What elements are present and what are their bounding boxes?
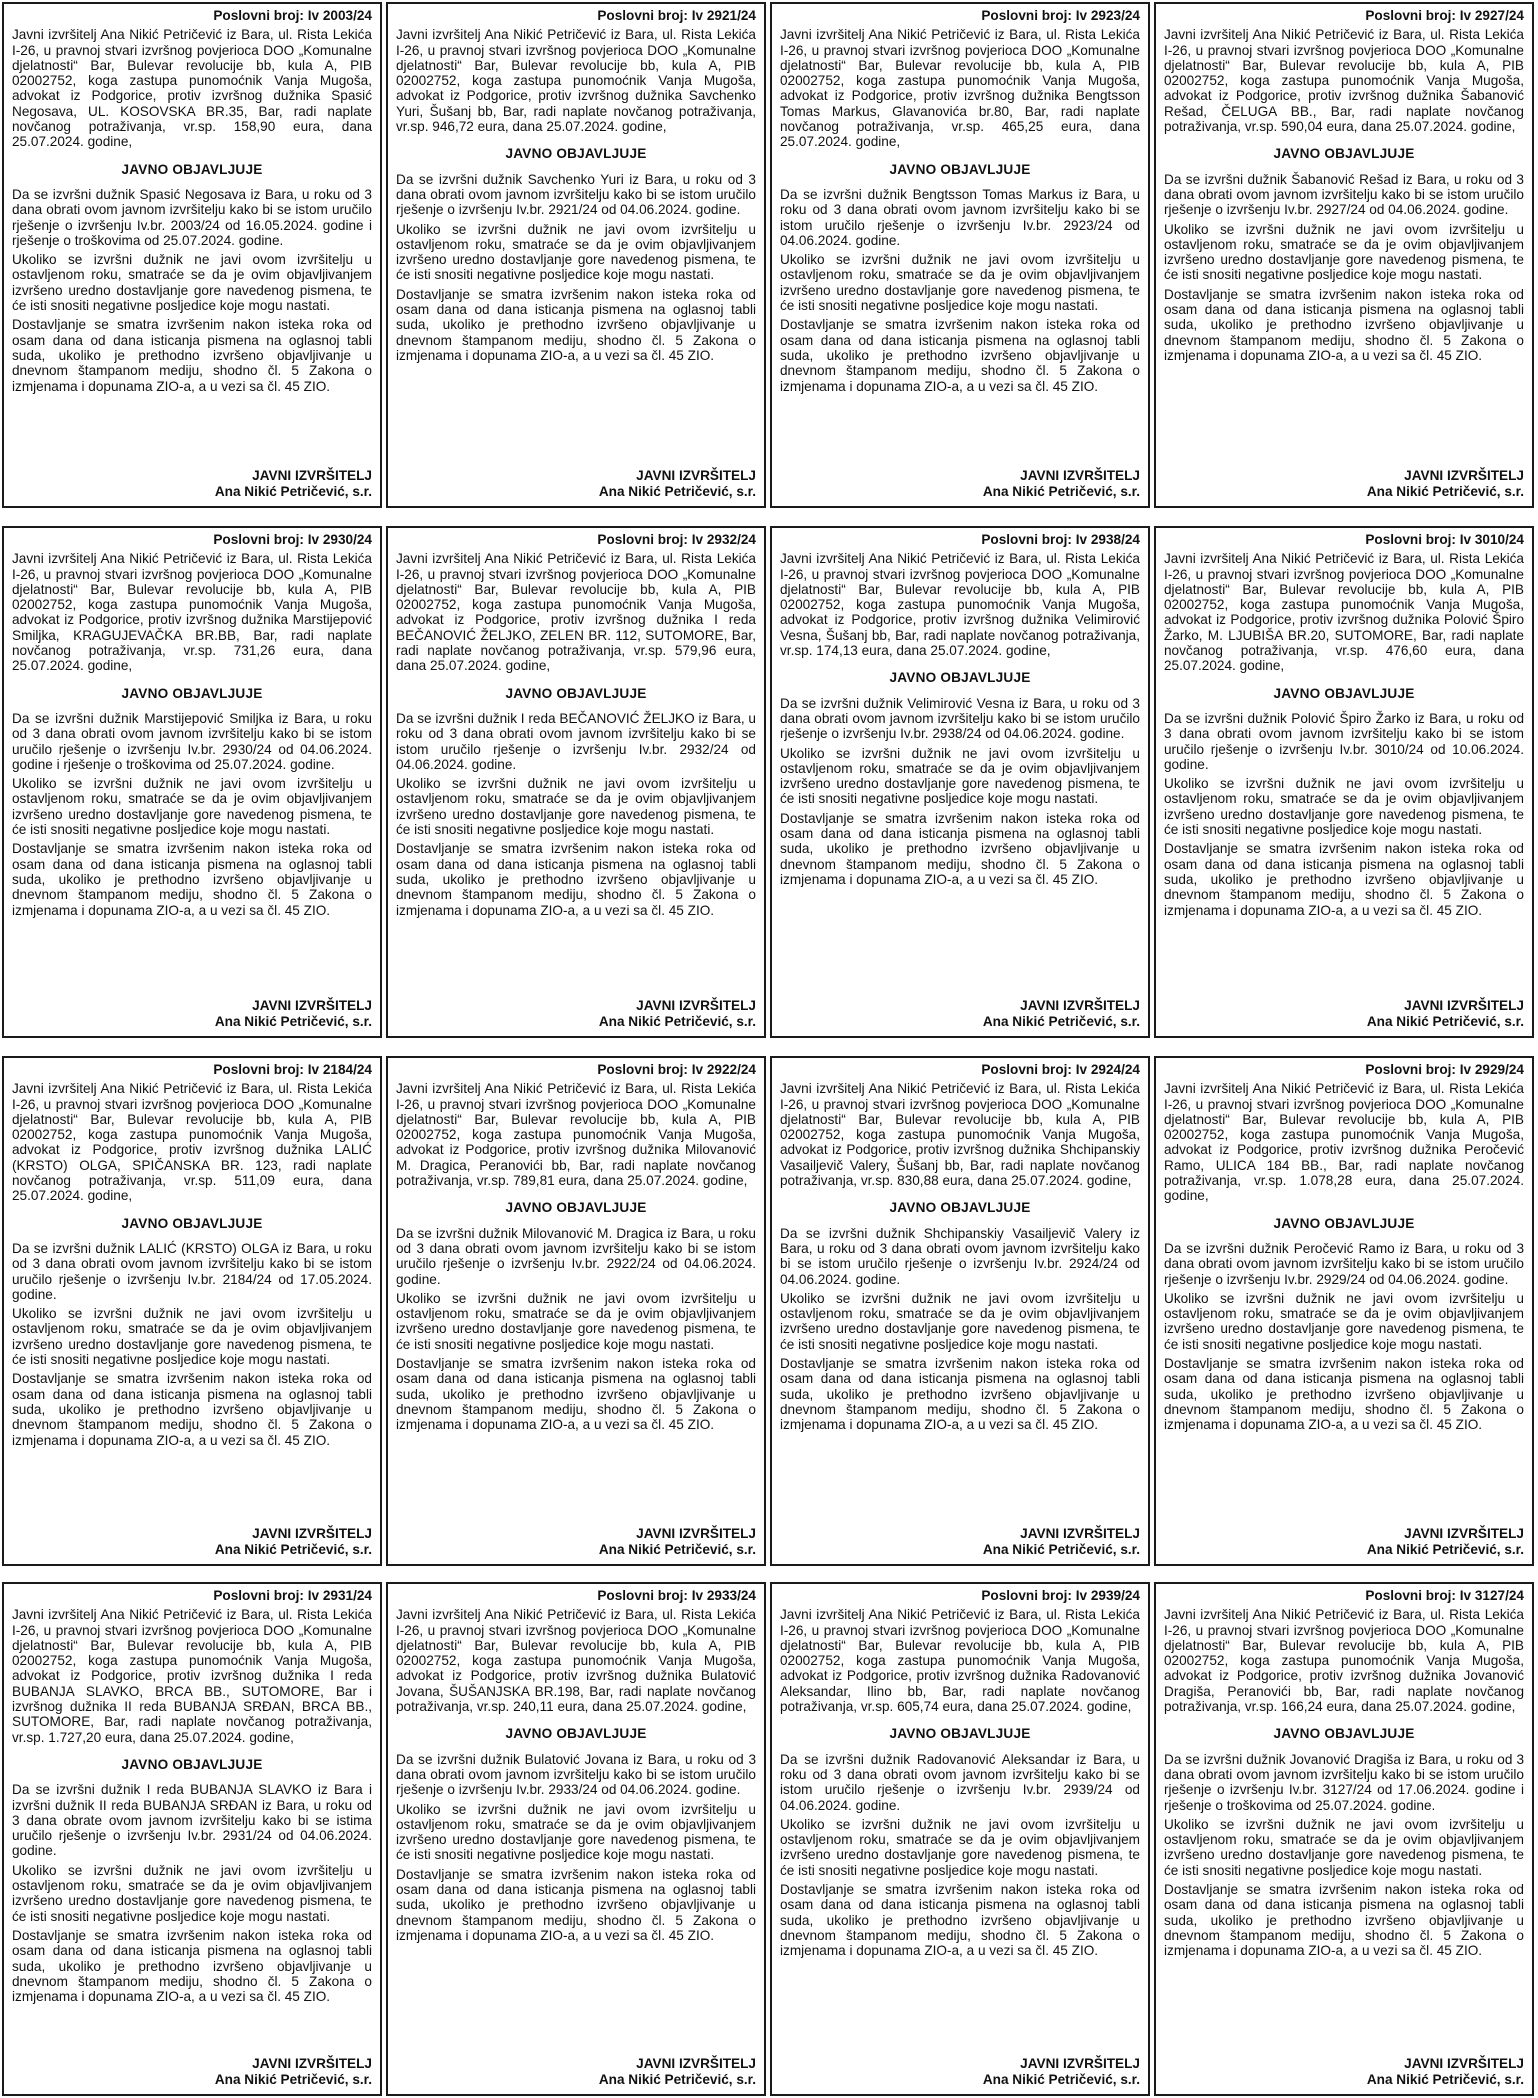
notice-paragraph-order: Da se izvršni dužnik Radovanović Aleksandar iz Bara, u roku od 3 dana obrati ovom javnom izvršitelju kako bi se istom uručilo rješenje o izvršenju Iv.br. 2939/24 od 04.06.2024. godine. [780,1751,1140,1813]
case-number: Poslovni broj: Iv 3010/24 [1365,532,1524,547]
notice-paragraph-delivery: Dostavljanje se smatra izvršenim nakon isteka roka od osam dana od dana isticanja pismena na oglasnoj tabli suda, ukoliko je prethodno izvršeno objavljivanje u dnevnom štampanom mediju, shodno čl. 5 Zakona o izmjenama i dopunama ZIO-a, a u vezi sa čl. 45 ZIO. [1164,1356,1524,1433]
notice-intro: Javni izvršitelj Ana Nikić Petričević iz Bara, ul. Rista Lekića I-26, u pravnoj stvari izvršnog povjerioca DOO „Komunalne djelatnosti“ Bar, Bulevar revolucije bb, kula A, PIB 02002752, koga zastupa punomoćnik Vanja Mugoša, advokat iz Podgorice, protiv izvršnog dužnika Bengtsson Tomas Markus, Glavanovića br.80, Bar, radi naplate novčanog potraživanja, vr.sp. 465,25 eura, dana 25.07.2024. godine, [780,27,1140,150]
notice-paragraph-delivery: Dostavljanje se smatra izvršenim nakon isteka roka od osam dana od dana isticanja pismena na oglasnoj tabli suda, ukoliko je prethodno izvršeno objavljivanje u dnevnom štampanom mediju, shodno čl. 5 Zakona o izmjenama i dopunama ZIO-a, a u vezi sa čl. 45 ZIO. [12,1371,372,1448]
notice-heading: JAVNO OBJAVLJUJE [1273,685,1415,701]
signature-name: Ana Nikić Petričević, s.r. [598,1542,756,1557]
notice-paragraph-delivery: Dostavljanje se smatra izvršenim nakon isteka roka od osam dana od dana isticanja pismena na oglasnoj tabli suda, ukoliko je prethodno izvršeno objavljivanje u dnevnom štampanom mediju, shodno čl. 5 Zakona o izmjenama i dopunama ZIO-a, a u vezi sa čl. 45 ZIO. [780,1882,1140,1959]
signature-name: Ana Nikić Petričević, s.r. [1366,1014,1524,1029]
signature-name: Ana Nikić Petričević, s.r. [982,1014,1140,1029]
notice-paragraph-delivery: Dostavljanje se smatra izvršenim nakon isteka roka od osam dana od dana isticanja pismena na oglasnoj tabli suda, ukoliko je prethodno izvršeno objavljivanje u dnevnom štampanom mediju, shodno čl. 5 Zakona o izmjenama i dopunama ZIO-a, a u vezi sa čl. 45 ZIO. [396,286,756,363]
notice-heading: JAVNO OBJAVLJUJE [889,1726,1031,1742]
notice-card [386,1056,766,1566]
signature-title: JAVNI IZVRŠITELJ [252,468,372,483]
spacer [396,367,756,468]
notice-paragraph-order: Da se izvršni dužnik Peročević Ramo iz Bara, u roku od 3 dana obrati ovom javnom izvršitelju kako bi se istom uručilo rješenje o izvršenju Iv.br. 2929/24 od 04.06.2024. godine. [1164,1240,1524,1287]
notice-heading: JAVNO OBJAVLJUJE [121,685,263,701]
notice-card [770,1056,1150,1566]
notice-heading: JAVNO OBJAVLJUJE [505,146,647,162]
notice-paragraph-delivery: Dostavljanje se smatra izvršenim nakon isteka roka od osam dana od dana isticanja pismena na oglasnoj tabli suda, ukoliko je prethodno izvršeno objavljivanje u dnevnom štampanom mediju, shodno čl. 5 Zakona o izmjenama i dopunama ZIO-a, a u vezi sa čl. 45 ZIO. [12,1927,372,2005]
spacer [1164,1437,1524,1526]
signature-title: JAVNI IZVRŠITELJ [636,998,756,1013]
notice-paragraph-delivery: Dostavljanje se smatra izvršenim nakon isteka roka od osam dana od dana isticanja pismena na oglasnoj tabli suda, ukoliko je prethodno izvršeno objavljivanje u dnevnom štampanom mediju, shodno čl. 5 Zakona o izmjenama i dopunama ZIO-a, a u vezi sa čl. 45 ZIO. [1164,841,1524,918]
signature-title: JAVNI IZVRŠITELJ [1020,998,1140,1013]
notice-card [2,1056,382,1566]
spacer [12,922,372,998]
notice-card [770,1582,1150,2096]
notice-intro: Javni izvršitelj Ana Nikić Petričević iz Bara, ul. Rista Lekića I-26, u pravnoj stvari izvršnog povjerioca DOO „Komunalne djelatnosti“ Bar, Bulevar revolucije bb, kula A, PIB 02002752, koga zastupa punomoćnik Vanja Mugoša, advokat iz Podgorice, protiv izvršnog dužnika Milovanović M. Dragica, Peranovići bb, Bar, radi naplate novčanog potraživanja, vr.sp. 789,81 eura, dana 25.07.2024. godine, [396,1081,756,1189]
notice-paragraph-order: Da se izvršni dužnik Polović Špiro Žarko iz Bara, u roku od 3 dana obrati ovom javnom izvršitelju kako bi se istom uručilo rješenje o izvršenju Iv.br. 3010/24 od 10.06.2024. godine. [1164,710,1524,772]
spacer [12,2008,372,2056]
notice-heading: JAVNO OBJAVLJUJE [889,161,1031,177]
signature-name: Ana Nikić Petričević, s.r. [214,484,372,499]
notice-paragraph-warning: Ukoliko se izvršni dužnik ne javi ovom izvršitelju u ostavljenom roku, smatraće se da je ovim objavljivanjem izvršeno uredno dostavljanje gore navedenog pismena, te će isti snositi negativne posljedice koje mogu nastati. [1164,1816,1524,1878]
case-number: Poslovni broj: Iv 2927/24 [1365,8,1524,23]
notice-paragraph-warning: Ukoliko se izvršni dužnik ne javi ovom izvršitelju u ostavljenom roku, smatraće se da je ovim objavljivanjem izvršeno uredno dostavljanje gore navedenog pismena, te će isti snositi negativne posljedice koje mogu nastati. [396,776,756,838]
notice-heading: JAVNO OBJAVLJUJE [889,670,1031,686]
case-number: Poslovni broj: Iv 2938/24 [981,532,1140,547]
case-number: Poslovni broj: Iv 2930/24 [213,532,372,547]
notice-paragraph-order: Da se izvršni dužnik Shchipanskiy Vasailjevič Valery iz Bara, u roku od 3 dana obrati ovom javnom izvršitelju kako bi se istom uručilo rješenje o izvršenju Iv.br. 2924/24 od 04.06.2024. godine. [780,1225,1140,1287]
notice-heading: JAVNO OBJAVLJUJE [1273,1215,1415,1231]
case-number: Poslovni broj: Iv 2931/24 [213,1588,372,1603]
notice-intro: Javni izvršitelj Ana Nikić Petričević iz Bara, ul. Rista Lekića I-26, u pravnoj stvari izvršnog povjerioca DOO „Komunalne djelatnosti“ Bar, Bulevar revolucije bb, kula A, PIB 02002752, koga zastupa punomoćnik Vanja Mugoša, advokat iz Podgorice, protiv izvršnog dužnika Peročević Ramo, ULICA 184 BB., Bar, radi naplate novčanog potraživanja, vr.sp. 1.078,28 eura, dana 25.07.2024. godine, [1164,1081,1524,1204]
signature-title: JAVNI IZVRŠITELJ [1404,468,1524,483]
signature-title: JAVNI IZVRŠITELJ [252,998,372,1013]
spacer [1164,1963,1524,2056]
notice-paragraph-order: Da se izvršni dužnik Savchenko Yuri iz Bara, u roku od 3 dana obrati ovom javnom izvršitelju kako bi se istom uručilo rješenje o izvršenju Iv.br. 2921/24 od 04.06.2024. godine. [396,171,756,218]
signature-name: Ana Nikić Petričević, s.r. [214,1014,372,1029]
notice-intro: Javni izvršitelj Ana Nikić Petričević iz Bara, ul. Rista Lekića I-26, u pravnoj stvari izvršnog povjerioca DOO „Komunalne djelatnosti“ Bar, Bulevar revolucije bb, kula A, PIB 02002752, koga zastupa punomoćnik Vanja Mugoša, advokat iz Podgorice, protiv izvršnog dužnika I reda BEČANOVIĆ ŽELJKO, ZELEN BR. 112, SUTOMORE, Bar, radi naplate novčanog potraživanja, vr.sp. 579,96 eura, dana 25.07.2024. godine, [396,551,756,674]
notice-intro: Javni izvršitelj Ana Nikić Petričević iz Bara, ul. Rista Lekića I-26, u pravnoj stvari izvršnog povjerioca DOO „Komunalne djelatnosti“ Bar, Bulevar revolucije bb, kula A, PIB 02002752, koga zastupa punomoćnik Vanja Mugoša, advokat iz Podgorice, protiv izvršnog dužnika Polović Špiro Žarko, M. LJUBIŠA BR.20, SUTOMORE, Bar, radi naplate novčanog potraživanja, vr.sp. 476,60 eura, dana 25.07.2024. godine, [1164,551,1524,674]
notice-paragraph-warning: Ukoliko se izvršni dužnik ne javi ovom izvršitelju u ostavljenom roku, smatraće se da je ovim objavljivanjem izvršeno uredno dostavljanje gore navedenog pismena, te će isti snositi negativne posljedice koje mogu nastati. [1164,776,1524,838]
signature-title: JAVNI IZVRŠITELJ [636,1526,756,1541]
notice-paragraph-delivery: Dostavljanje se smatra izvršenim nakon isteka roka od osam dana od dana isticanja pismena na oglasnoj tabli suda, ukoliko je prethodno izvršeno objavljivanje u dnevnom štampanom mediju, shodno čl. 5 Zakona o izmjenama i dopunama ZIO-a, a u vezi sa čl. 45 ZIO. [780,810,1140,887]
spacer [1164,367,1524,468]
notice-paragraph-order: Da se izvršni dužnik Marstijepović Smiljka iz Bara, u roku od 3 dana obrati ovom javnom izvršitelju kako bi se istom uručilo rješenje o izvršenju Iv.br. 2930/24 od 04.06.2024. godine i rješenje o troškovima od 25.07.2024. godine. [12,710,372,772]
notice-paragraph-order: Da se izvršni dužnik Šabanović Rešad iz Bara, u roku od 3 dana obrati ovom javnom izvršitelju kako bi se istom uručilo rješenje o izvršenju Iv.br. 2927/24 od 04.06.2024. godine. [1164,171,1524,218]
signature-name: Ana Nikić Petričević, s.r. [598,1014,756,1029]
notice-paragraph-order: Da se izvršni dužnik Jovanović Dragiša iz Bara, u roku od 3 dana obrati ovom javnom izvršitelju kako bi se istom uručilo rješenje o izvršenju Iv.br. 3127/24 od 17.06.2024. godine i rješenje o troškovima od 25.07.2024. godine. [1164,1751,1524,1813]
spacer [780,398,1140,468]
notice-paragraph-warning: Ukoliko se izvršni dužnik ne javi ovom izvršitelju u ostavljenom roku, smatraće se da je ovim objavljivanjem izvršeno uredno dostavljanje gore navedenog pismena, te će isti snositi negativne posljedice koje mogu nastati. [12,252,372,314]
notice-card [386,526,766,1038]
notice-paragraph-warning: Ukoliko se izvršni dužnik ne javi ovom izvršitelju u ostavljenom roku, smatraće se da je ovim objavljivanjem izvršeno uredno dostavljanje gore navedenog pismena, te će isti snositi negativne posljedice koje mogu nastati. [396,1801,756,1863]
signature-title: JAVNI IZVRŠITELJ [1020,468,1140,483]
spacer [396,922,756,998]
notice-paragraph-warning: Ukoliko se izvršni dužnik ne javi ovom izvršitelju u ostavljenom roku, smatraće se da je ovim objavljivanjem izvršeno uredno dostavljanje gore navedenog pismena, te će isti snositi negativne posljedice koje mogu nastati. [780,1816,1140,1878]
notice-intro: Javni izvršitelj Ana Nikić Petričević iz Bara, ul. Rista Lekića I-26, u pravnoj stvari izvršnog povjerioca DOO „Komunalne djelatnosti“ Bar, Bulevar revolucije bb, kula A, PIB 02002752, koga zastupa punomoćnik Vanja Mugoša, advokat iz Podgorice, protiv izvršnog dužnika Jovanović Dragiša, Peranovići bb, Bar, radi naplate novčanog potraživanja, vr.sp. 166,24 eura, dana 25.07.2024. godine, [1164,1607,1524,1715]
spacer [1164,922,1524,998]
spacer [780,1963,1140,2056]
signature-name: Ana Nikić Petričević, s.r. [214,1542,372,1557]
signature-name: Ana Nikić Petričević, s.r. [598,2072,756,2087]
notice-heading: JAVNO OBJAVLJUJE [505,1726,647,1742]
notice-paragraph-warning: Ukoliko se izvršni dužnik ne javi ovom izvršitelju u ostavljenom roku, smatraće se da je ovim objavljivanjem izvršeno uredno dostavljanje gore navedenog pismena, te će isti snositi negativne posljedice koje mogu nastati. [1164,221,1524,283]
notice-intro: Javni izvršitelj Ana Nikić Petričević iz Bara, ul. Rista Lekića I-26, u pravnoj stvari izvršnog povjerioca DOO „Komunalne djelatnosti“ Bar, Bulevar revolucije bb, kula A, PIB 02002752, koga zastupa punomoćnik Vanja Mugoša, advokat iz Podgorice, protiv izvršnog dužnika I reda BUBANJA SLAVKO, BRCA BB., SUTOMORE, Bar i izvršnog dužnika II reda BUBANJA SRĐAN, BRCA BB., SUTOMORE, Bar, radi naplate novčanog potraživanja, vr.sp. 1.727,20 eura, dana 25.07.2024. godine, [12,1607,372,1745]
notice-paragraph-delivery: Dostavljanje se smatra izvršenim nakon isteka roka od osam dana od dana isticanja pismena na oglasnoj tabli suda, ukoliko je prethodno izvršeno objavljivanje u dnevnom štampanom mediju, shodno čl. 5 Zakona o izmjenama i dopunama ZIO-a, a u vezi sa čl. 45 ZIO. [1164,1882,1524,1959]
case-number: Poslovni broj: Iv 2922/24 [597,1062,756,1077]
notice-paragraph-order: Da se izvršni dužnik Bengtsson Tomas Markus iz Bara, u roku od 3 dana obrati ovom javnom izvršitelju kako bi se istom uručilo rješenje o izvršenju Iv.br. 2923/24 od 04.06.2024. godine. [780,186,1140,248]
signature-name: Ana Nikić Petričević, s.r. [982,484,1140,499]
notice-heading: JAVNO OBJAVLJUJE [121,1215,263,1231]
notice-intro: Javni izvršitelj Ana Nikić Petričević iz Bara, ul. Rista Lekića I-26, u pravnoj stvari izvršnog povjerioca DOO „Komunalne djelatnosti“ Bar, Bulevar revolucije bb, kula A, PIB 02002752, koga zastupa punomoćnik Vanja Mugoša, advokat iz Podgorice, protiv izvršnog dužnika Radovanović Aleksandar, Ilino bb, Bar, radi naplate novčanog potraživanja, vr.sp. 605,74 eura, dana 25.07.2024. godine, [780,1607,1140,1715]
notice-paragraph-delivery: Dostavljanje se smatra izvršenim nakon isteka roka od osam dana od dana isticanja pismena na oglasnoj tabli suda, ukoliko je prethodno izvršeno objavljivanje u dnevnom štampanom mediju, shodno čl. 5 Zakona o izmjenama i dopunama ZIO-a, a u vezi sa čl. 45 ZIO. [396,1356,756,1433]
notice-paragraph-warning: Ukoliko se izvršni dužnik ne javi ovom izvršitelju u ostavljenom roku, smatraće se da je ovim objavljivanjem izvršeno uredno dostavljanje gore navedenog pismena, te će isti snositi negativne posljedice koje mogu nastati. [1164,1290,1524,1352]
notice-paragraph-delivery: Dostavljanje se smatra izvršenim nakon isteka roka od osam dana od dana isticanja pismena na oglasnoj tabli suda, ukoliko je prethodno izvršeno objavljivanje u dnevnom štampanom mediju, shodno čl. 5 Zakona o izmjenama i dopunama ZIO-a, a u vezi sa čl. 45 ZIO. [780,317,1140,394]
notice-card [1154,1056,1534,1566]
case-number: Poslovni broj: Iv 2932/24 [597,532,756,547]
notice-paragraph-order: Da se izvršni dužnik Bulatović Jovana iz Bara, u roku od 3 dana obrati ovom javnom izvršitelju kako bi se istom uručilo rješenje o izvršenju Iv.br. 2933/24 od 04.06.2024. godine. [396,1751,756,1798]
case-number: Poslovni broj: Iv 2939/24 [981,1588,1140,1603]
notice-card [2,1582,382,2096]
notice-paragraph-delivery: Dostavljanje se smatra izvršenim nakon isteka roka od osam dana od dana isticanja pismena na oglasnoj tabli suda, ukoliko je prethodno izvršeno objavljivanje u dnevnom štampanom mediju, shodno čl. 5 Zakona o izmjenama i dopunama ZIO-a, a u vezi sa čl. 45 ZIO. [780,1356,1140,1433]
notice-card [386,1582,766,2096]
notice-card [1154,526,1534,1038]
signature-name: Ana Nikić Petričević, s.r. [982,1542,1140,1557]
signature-title: JAVNI IZVRŠITELJ [1020,2056,1140,2071]
notice-paragraph-delivery: Dostavljanje se smatra izvršenim nakon isteka roka od osam dana od dana isticanja pismena na oglasnoj tabli suda, ukoliko je prethodno izvršeno objavljivanje u dnevnom štampanom mediju, shodno čl. 5 Zakona o izmjenama i dopunama ZIO-a, a u vezi sa čl. 45 ZIO. [396,841,756,918]
notice-card [770,526,1150,1038]
spacer [780,891,1140,998]
notice-paragraph-warning: Ukoliko se izvršni dužnik ne javi ovom izvršitelju u ostavljenom roku, smatraće se da je ovim objavljivanjem izvršeno uredno dostavljanje gore navedenog pismena, te će isti snositi negativne posljedice koje mogu nastati. [396,1290,756,1352]
case-number: Poslovni broj: Iv 2923/24 [981,8,1140,23]
notice-card [2,526,382,1038]
signature-title: JAVNI IZVRŠITELJ [636,468,756,483]
case-number: Poslovni broj: Iv 2921/24 [597,8,756,23]
case-number: Poslovni broj: Iv 2924/24 [981,1062,1140,1077]
notice-paragraph-order: Da se izvršni dužnik I reda BEČANOVIĆ ŽELJKO iz Bara, u roku od 3 dana obrati ovom javnom izvršitelju kako bi se istom uručilo rješenje o izvršenju Iv.br. 2932/24 od 04.06.2024. godine. [396,710,756,772]
notice-card [2,2,382,508]
signature-name: Ana Nikić Petričević, s.r. [1366,2072,1524,2087]
notice-intro: Javni izvršitelj Ana Nikić Petričević iz Bara, ul. Rista Lekića I-26, u pravnoj stvari izvršnog povjerioca DOO „Komunalne djelatnosti“ Bar, Bulevar revolucije bb, kula A, PIB 02002752, koga zastupa punomoćnik Vanja Mugoša, advokat iz Podgorice, protiv izvršnog dužnika Velimirović Vesna, Šušanj bb, Bar, radi naplate novčanog potraživanja, vr.sp. 174,13 eura, dana 25.07.2024. godine, [780,551,1140,659]
notice-paragraph-delivery: Dostavljanje se smatra izvršenim nakon isteka roka od osam dana od dana isticanja pismena na oglasnoj tabli suda, ukoliko je prethodno izvršeno objavljivanje u dnevnom štampanom mediju, shodno čl. 5 Zakona o izmjenama i dopunama ZIO-a, a u vezi sa čl. 45 ZIO. [1164,286,1524,363]
signature-name: Ana Nikić Petričević, s.r. [1366,484,1524,499]
signature-name: Ana Nikić Petričević, s.r. [982,2072,1140,2087]
notice-card [386,2,766,508]
signature-title: JAVNI IZVRŠITELJ [252,2056,372,2071]
notice-intro: Javni izvršitelj Ana Nikić Petričević iz Bara, ul. Rista Lekića I-26, u pravnoj stvari izvršnog povjerioca DOO „Komunalne djelatnosti“ Bar, Bulevar revolucije bb, kula A, PIB 02002752, koga zastupa punomoćnik Vanja Mugoša, advokat iz Podgorice, protiv izvršnog dužnika Marstijepović Smiljka, KRAGUJEVAČKA BR.BB, Bar, radi naplate novčanog potraživanja, vr.sp. 731,26 eura, dana 25.07.2024. godine, [12,551,372,674]
notice-paragraph-order: Da se izvršni dužnik Velimirović Vesna iz Bara, u roku od 3 dana obrati ovom javnom izvršitelju kako bi se istom uručilo rješenje o izvršenju Iv.br. 2938/24 od 04.06.2024. godine. [780,695,1140,742]
spacer [780,1437,1140,1526]
notice-heading: JAVNO OBJAVLJUJE [889,1200,1031,1216]
signature-title: JAVNI IZVRŠITELJ [1404,1526,1524,1541]
signature-name: Ana Nikić Petričević, s.r. [598,484,756,499]
notice-heading: JAVNO OBJAVLJUJE [121,1756,263,1772]
notice-paragraph-warning: Ukoliko se izvršni dužnik ne javi ovom izvršitelju u ostavljenom roku, smatraće se da je ovim objavljivanjem izvršeno uredno dostavljanje gore navedenog pismena, te će isti snositi negativne posljedice koje mogu nastati. [12,776,372,838]
notice-paragraph-warning: Ukoliko se izvršni dužnik ne javi ovom izvršitelju u ostavljenom roku, smatraće se da je ovim objavljivanjem izvršeno uredno dostavljanje gore navedenog pismena, te će isti snositi negativne posljedice koje mogu nastati. [12,1306,372,1368]
notice-paragraph-warning: Ukoliko se izvršni dužnik ne javi ovom izvršitelju u ostavljenom roku, smatraće se da je ovim objavljivanjem izvršeno uredno dostavljanje gore navedenog pismena, te će isti snositi negativne posljedice koje mogu nastati. [780,745,1140,807]
signature-title: JAVNI IZVRŠITELJ [1020,1526,1140,1541]
notice-intro: Javni izvršitelj Ana Nikić Petričević iz Bara, ul. Rista Lekića I-26, u pravnoj stvari izvršnog povjerioca DOO „Komunalne djelatnosti“ Bar, Bulevar revolucije bb, kula A, PIB 02002752, koga zastupa punomoćnik Vanja Mugoša, advokat iz Podgorice, protiv izvršnog dužnika Spasić Negosava, UL. KOSOVSKA BR.35, Bar, radi naplate novčanog potraživanja, vr.sp. 158,90 eura, dana 25.07.2024. godine, [12,27,372,150]
case-number: Poslovni broj: Iv 2933/24 [597,1588,756,1603]
notice-heading: JAVNO OBJAVLJUJE [505,1200,647,1216]
signature-title: JAVNI IZVRŠITELJ [1404,998,1524,1013]
notice-heading: JAVNO OBJAVLJUJE [121,161,263,177]
case-number: Poslovni broj: Iv 2184/24 [213,1062,372,1077]
spacer [396,1437,756,1526]
signature-title: JAVNI IZVRŠITELJ [252,1526,372,1541]
spacer [12,1452,372,1526]
notice-intro: Javni izvršitelj Ana Nikić Petričević iz Bara, ul. Rista Lekića I-26, u pravnoj stvari izvršnog povjerioca DOO „Komunalne djelatnosti“ Bar, Bulevar revolucije bb, kula A, PIB 02002752, koga zastupa punomoćnik Vanja Mugoša, advokat iz Podgorice, protiv izvršnog dužnika LALIĆ (KRSTO) OLGA, SPIČANSKA BR. 123, radi naplate novčanog potraživanja, vr.sp. 511,09 eura, dana 25.07.2024. godine, [12,1081,372,1204]
signature-title: JAVNI IZVRŠITELJ [1404,2056,1524,2071]
notice-intro: Javni izvršitelj Ana Nikić Petričević iz Bara, ul. Rista Lekića I-26, u pravnoj stvari izvršnog povjerioca DOO „Komunalne djelatnosti“ Bar, Bulevar revolucije bb, kula A, PIB 02002752, koga zastupa punomoćnik Vanja Mugoša, advokat iz Podgorice, protiv izvršnog dužnika Šabanović Rešad, ČELUGA BB., Bar, radi naplate novčanog potraživanja, vr.sp. 590,04 eura, dana 25.07.2024. godine, [1164,27,1524,135]
notice-paragraph-delivery: Dostavljanje se smatra izvršenim nakon isteka roka od osam dana od dana isticanja pismena na oglasnoj tabli suda, ukoliko je prethodno izvršeno objavljivanje u dnevnom štampanom mediju, shodno čl. 5 Zakona o izmjenama i dopunama ZIO-a, a u vezi sa čl. 45 ZIO. [396,1866,756,1943]
notice-heading: JAVNO OBJAVLJUJE [1273,146,1415,162]
notice-intro: Javni izvršitelj Ana Nikić Petričević iz Bara, ul. Rista Lekića I-26, u pravnoj stvari izvršnog povjerioca DOO „Komunalne djelatnosti“ Bar, Bulevar revolucije bb, kula A, PIB 02002752, koga zastupa punomoćnik Vanja Mugoša, advokat iz Podgorice, protiv izvršnog dužnika Savchenko Yuri, Šušanj bb, Bar, radi naplate novčanog potraživanja, vr.sp. 946,72 eura, dana 25.07.2024. godine, [396,27,756,135]
notice-paragraph-warning: Ukoliko se izvršni dužnik ne javi ovom izvršitelju u ostavljenom roku, smatraće se da je ovim objavljivanjem izvršeno uredno dostavljanje gore navedenog pismena, te će isti snositi negativne posljedice koje mogu nastati. [780,1290,1140,1352]
notice-paragraph-order: Da se izvršni dužnik I reda BUBANJA SLAVKO iz Bara i izvršni dužnik II reda BUBANJA SRĐAN iz Bara, u roku od 3 dana obrate ovom javnom izvršitelju kako bi se istima uručilo rješenje o izvršenju Iv.br. 2931/24 od 04.06.2024. godine. [12,1782,372,1859]
notice-paragraph-delivery: Dostavljanje se smatra izvršenim nakon isteka roka od osam dana od dana isticanja pismena na oglasnoj tabli suda, ukoliko je prethodno izvršeno objavljivanje u dnevnom štampanom mediju, shodno čl. 5 Zakona o izmjenama i dopunama ZIO-a, a u vezi sa čl. 45 ZIO. [12,841,372,918]
notice-card [770,2,1150,508]
notice-intro: Javni izvršitelj Ana Nikić Petričević iz Bara, ul. Rista Lekića I-26, u pravnoj stvari izvršnog povjerioca DOO „Komunalne djelatnosti“ Bar, Bulevar revolucije bb, kula A, PIB 02002752, koga zastupa punomoćnik Vanja Mugoša, advokat iz Podgorice, protiv izvršnog dužnika Shchipanskiy Vasailjevič Valery, Šušanj bb, Bar, radi naplate novčanog potraživanja, vr.sp. 830,88 eura, dana 25.07.2024. godine, [780,1081,1140,1189]
notice-heading: JAVNO OBJAVLJUJE [505,685,647,701]
spacer [396,1947,756,2056]
notice-paragraph-order: Da se izvršni dužnik Spasić Negosava iz Bara, u roku od 3 dana obrati ovom javnom izvršitelju kako bi se istom uručilo rješenje o izvršenju Iv.br. 2003/24 od 16.05.2024. godine i rješenje o troškovima od 25.07.2024. godine. [12,186,372,248]
notice-intro: Javni izvršitelj Ana Nikić Petričević iz Bara, ul. Rista Lekića I-26, u pravnoj stvari izvršnog povjerioca DOO „Komunalne djelatnosti“ Bar, Bulevar revolucije bb, kula A, PIB 02002752, koga zastupa punomoćnik Vanja Mugoša, advokat iz Podgorice, protiv izvršnog dužnika Bulatović Jovana, ŠUŠANJSKA BR.198, Bar, radi naplate novčanog potraživanja, vr.sp. 240,11 eura, dana 25.07.2024. godine, [396,1607,756,1715]
signature-title: JAVNI IZVRŠITELJ [636,2056,756,2071]
signature-name: Ana Nikić Petričević, s.r. [1366,1542,1524,1557]
notice-paragraph-warning: Ukoliko se izvršni dužnik ne javi ovom izvršitelju u ostavljenom roku, smatraće se da je ovim objavljivanjem izvršeno uredno dostavljanje gore navedenog pismena, te će isti snositi negativne posljedice koje mogu nastati. [396,221,756,283]
case-number: Poslovni broj: Iv 3127/24 [1365,1588,1524,1603]
notice-card [1154,1582,1534,2096]
spacer [12,398,372,468]
notice-heading: JAVNO OBJAVLJUJE [1273,1726,1415,1742]
notice-paragraph-order: Da se izvršni dužnik Milovanović M. Dragica iz Bara, u roku od 3 dana obrati ovom javnom izvršitelju kako bi se istom uručilo rješenje o izvršenju Iv.br. 2922/24 od 04.06.2024. godine. [396,1225,756,1287]
case-number: Poslovni broj: Iv 2003/24 [213,8,372,23]
notice-paragraph-warning: Ukoliko se izvršni dužnik ne javi ovom izvršitelju u ostavljenom roku, smatraće se da je ovim objavljivanjem izvršeno uredno dostavljanje gore navedenog pismena, te će isti snositi negativne posljedice koje mogu nastati. [780,252,1140,314]
notice-paragraph-delivery: Dostavljanje se smatra izvršenim nakon isteka roka od osam dana od dana isticanja pismena na oglasnoj tabli suda, ukoliko je prethodno izvršeno objavljivanje u dnevnom štampanom mediju, shodno čl. 5 Zakona o izmjenama i dopunama ZIO-a, a u vezi sa čl. 45 ZIO. [12,317,372,394]
notice-paragraph-order: Da se izvršni dužnik LALIĆ (KRSTO) OLGA iz Bara, u roku od 3 dana obrati ovom javnom izvršitelju kako bi se istom uručilo rješenje o izvršenju Iv.br. 2184/24 od 17.05.2024. godine. [12,1240,372,1302]
signature-name: Ana Nikić Petričević, s.r. [214,2072,372,2087]
notice-card [1154,2,1534,508]
notice-paragraph-warning: Ukoliko se izvršni dužnik ne javi ovom izvršitelju u ostavljenom roku, smatraće se da je ovim objavljivanjem izvršeno uredno dostavljanje gore navedenog pismena, te će isti snositi negativne posljedice koje mogu nastati. [12,1862,372,1924]
case-number: Poslovni broj: Iv 2929/24 [1365,1062,1524,1077]
